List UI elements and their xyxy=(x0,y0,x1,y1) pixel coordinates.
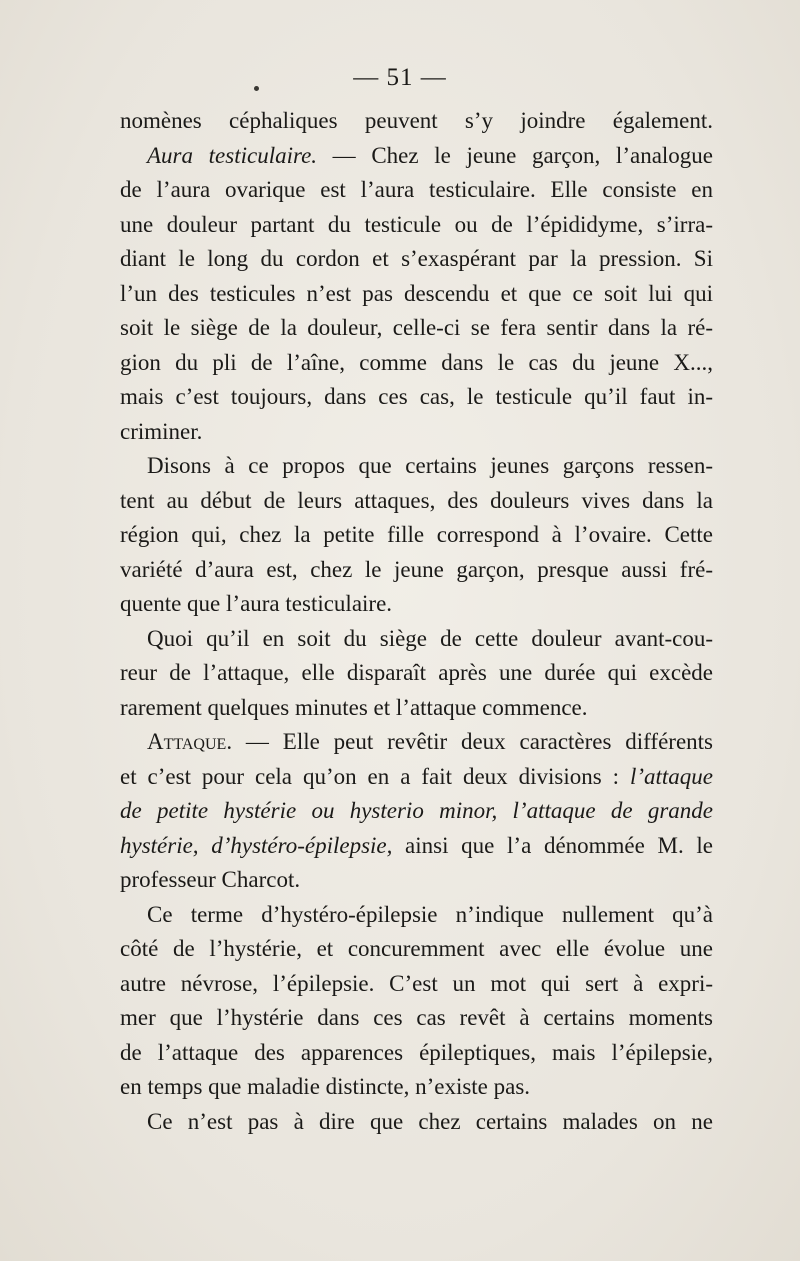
page-number: — 51 — xyxy=(353,64,447,91)
section-heading: Attaque. xyxy=(147,729,233,754)
text-line: professeur Charcot. xyxy=(120,867,301,892)
text-line: une douleur partant du testicule ou de l’épididyme, s’irra- xyxy=(120,211,713,237)
text-line: tent au début de leurs attaques, des douleurs vives dans la xyxy=(120,487,713,513)
text-line: criminer. xyxy=(120,418,203,444)
body-text xyxy=(120,104,713,1139)
text-line: mer que l’hystérie dans ces cas revêt à certains moments xyxy=(120,1005,713,1030)
text-line: soit le siège de la douleur, celle-ci se fera sentir dans la ré- xyxy=(120,315,713,340)
text-line: région qui, chez la petite fille correspond à l’ovaire. Cette xyxy=(120,522,713,547)
text-line: de l’aura ovarique est l’aura testiculaire. Elle consiste en xyxy=(120,177,713,202)
text-line: Quoi qu’il en soit du siège de cette douleur avant-cou- xyxy=(147,625,713,651)
text-line: l’un des testicules n’est pas descendu et que ce soit lui qui xyxy=(120,280,713,306)
text-line: côté de l’hystérie, et concuremment avec elle évolue une xyxy=(120,936,713,961)
text-line: variété d’aura est, chez le jeune garçon, presque aussi fré- xyxy=(120,556,713,582)
text-line: nomènes céphaliques peuvent s’y joindre également. xyxy=(120,108,713,133)
text-line: autre névrose, l’épilepsie. C’est un mot qui sert à expri- xyxy=(120,970,713,996)
text-line: rarement quelques minutes et l’attaque commence. xyxy=(120,694,588,720)
text-line: reur de l’attaque, elle disparaît après une durée qui excède xyxy=(120,660,713,685)
text-line: diant le long du cordon et s’exaspérant par la pression. Si xyxy=(120,246,713,271)
text-line: mais c’est toujours, dans ces cas, le testicule qu’il faut in- xyxy=(120,384,713,409)
text-line: en temps que maladie distincte, n’existe pas. xyxy=(120,1074,531,1099)
text-line: Ce n’est pas à dire que chez certains malades on ne xyxy=(147,1108,713,1134)
section-heading: Aura testiculaire. xyxy=(147,142,318,168)
text-line: hystérie, d’hystéro-épilepsie, ainsi que l’a dénommée M. le xyxy=(120,832,713,858)
text-line: Aura testiculaire. — Chez le jeune garçon, l’analogue xyxy=(147,142,713,168)
text-line: quente que l’aura testiculaire. xyxy=(120,591,393,616)
text-line: Ce terme d’hystéro-épilepsie n’indique nullement qu’à xyxy=(147,901,713,927)
text-line: Disons à ce propos que certains jeunes garçons ressen- xyxy=(147,453,713,478)
text-line: de petite hystérie ou hysterio minor, l’attaque de grande xyxy=(120,798,713,823)
text-line: gion du pli de l’aîne, comme dans le cas du jeune X..., xyxy=(120,349,713,375)
text-line: de l’attaque des apparences épileptiques, mais l’épilepsie, xyxy=(120,1039,713,1065)
text-line: et c’est pour cela qu’on en a fait deux divisions : l’attaque xyxy=(120,763,713,789)
text-line: Attaque. — Elle peut revêtir deux caractères différents xyxy=(147,729,713,754)
